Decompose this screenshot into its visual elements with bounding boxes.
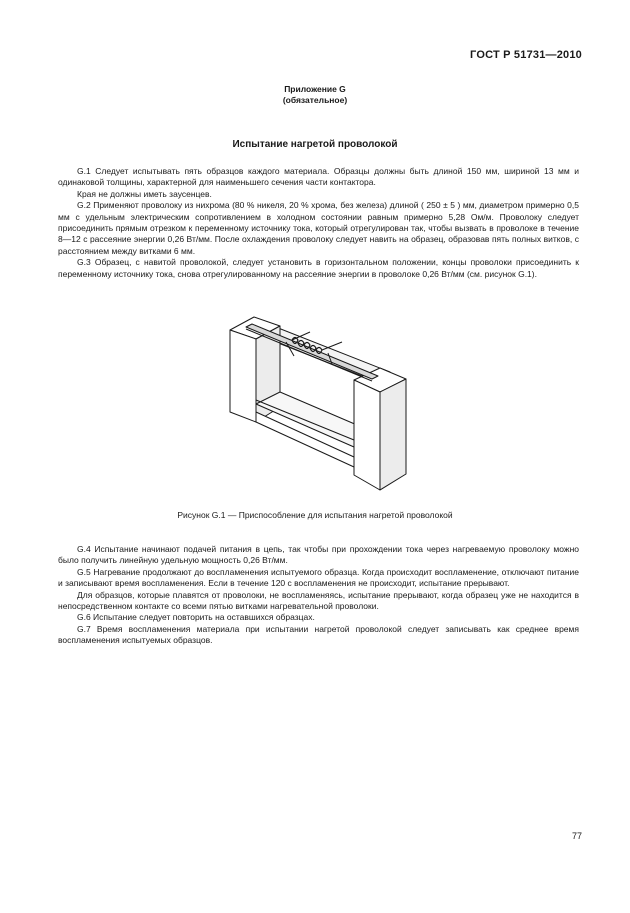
paragraph-melting: Для образцов, которые плавятся от проволоки, не воспламеняясь, испытание прерывают, когда образец уже не находится в непосредственном контакте со всеми пятью витками нагревательной проволоки. (58, 589, 579, 612)
paragraph-edges: Края не должны иметь заусенцев. (77, 188, 212, 199)
right-block-front (354, 380, 380, 490)
left-block-front (230, 330, 256, 422)
body-text-bottom (58, 544, 579, 647)
annex-heading (0, 84, 630, 106)
body-text-top (58, 166, 579, 280)
paragraph-g7: G.7 Время воспламенения материала при испытании нагретой проволокой следует записывать как среднее время воспламенения испытуемых образцов. (58, 623, 579, 646)
paragraph-g2: G.2 Применяют проволоку из нихрома (80 % никеля, 20 % хрома, без железа) длиной ( 250 ± 5 ) мм, диаметром примерно 0,5 мм с удельным электрическим сопротивлением в холодном состоянии равным примерно 5,28 Ом/м. Проволоку следует присоединить прямым отрезком к переменному источнику тока, который отрегулирован так, чтобы вызвать в проволоке в течение 8—12 с рассеяние энергии 0,26 Вт/мм. После охлаждения проволоку следует навить на образец, образовав пять полных витков, с расстоянием между витками 6 мм. (58, 200, 579, 256)
section-title: Испытание нагретой проволокой (232, 139, 398, 150)
paragraph-g5: G.5 Нагревание продолжают до воспламенения испытуемого образца. Когда происходит воспламенение, отключают питание и записывают время воспламенения. Если в течение 120 с воспламенения не происходит, испытание прерывают. (58, 566, 579, 589)
paragraph-g6: G.6 Испытание следует повторить на оставшихся образцах. (77, 612, 315, 623)
page-number: 77 (571, 831, 582, 841)
paragraph-g1: G.1 Следует испытывать пять образцов каждого материала. Образцы должны быть длиной 150 мм, шириной 13 мм и одинаковой толщины, характерной для наименьшего сечения части контактора. (58, 166, 579, 188)
paragraph-g4: G.4 Испытание начинают подачей питания в цепь, так чтобы при прохождении тока через нагреваемую проволоку можно было получить линейную удельную мощность 0,26 Вт/мм. (58, 544, 579, 566)
figure-caption: Рисунок G.1 — Приспособление для испытания нагретой проволокой (177, 510, 453, 520)
right-block-side (380, 379, 406, 490)
annex-title: Приложение G (284, 84, 346, 94)
document-standard-number: ГОСТ Р 51731—2010 (470, 49, 582, 61)
figure-g1-apparatus (218, 312, 413, 502)
apparatus-drawing (218, 312, 413, 497)
annex-status: (обязательное) (282, 95, 348, 105)
paragraph-g3: G.3 Образец, с навитой проволокой, следует установить в горизонтальном положении, концы проволоки присоединить к переменному источнику тока, снова отрегулированному на рассеяние энергии в проволоке 0,26 Вт/мм (см. рисунок G.1). (58, 257, 579, 279)
